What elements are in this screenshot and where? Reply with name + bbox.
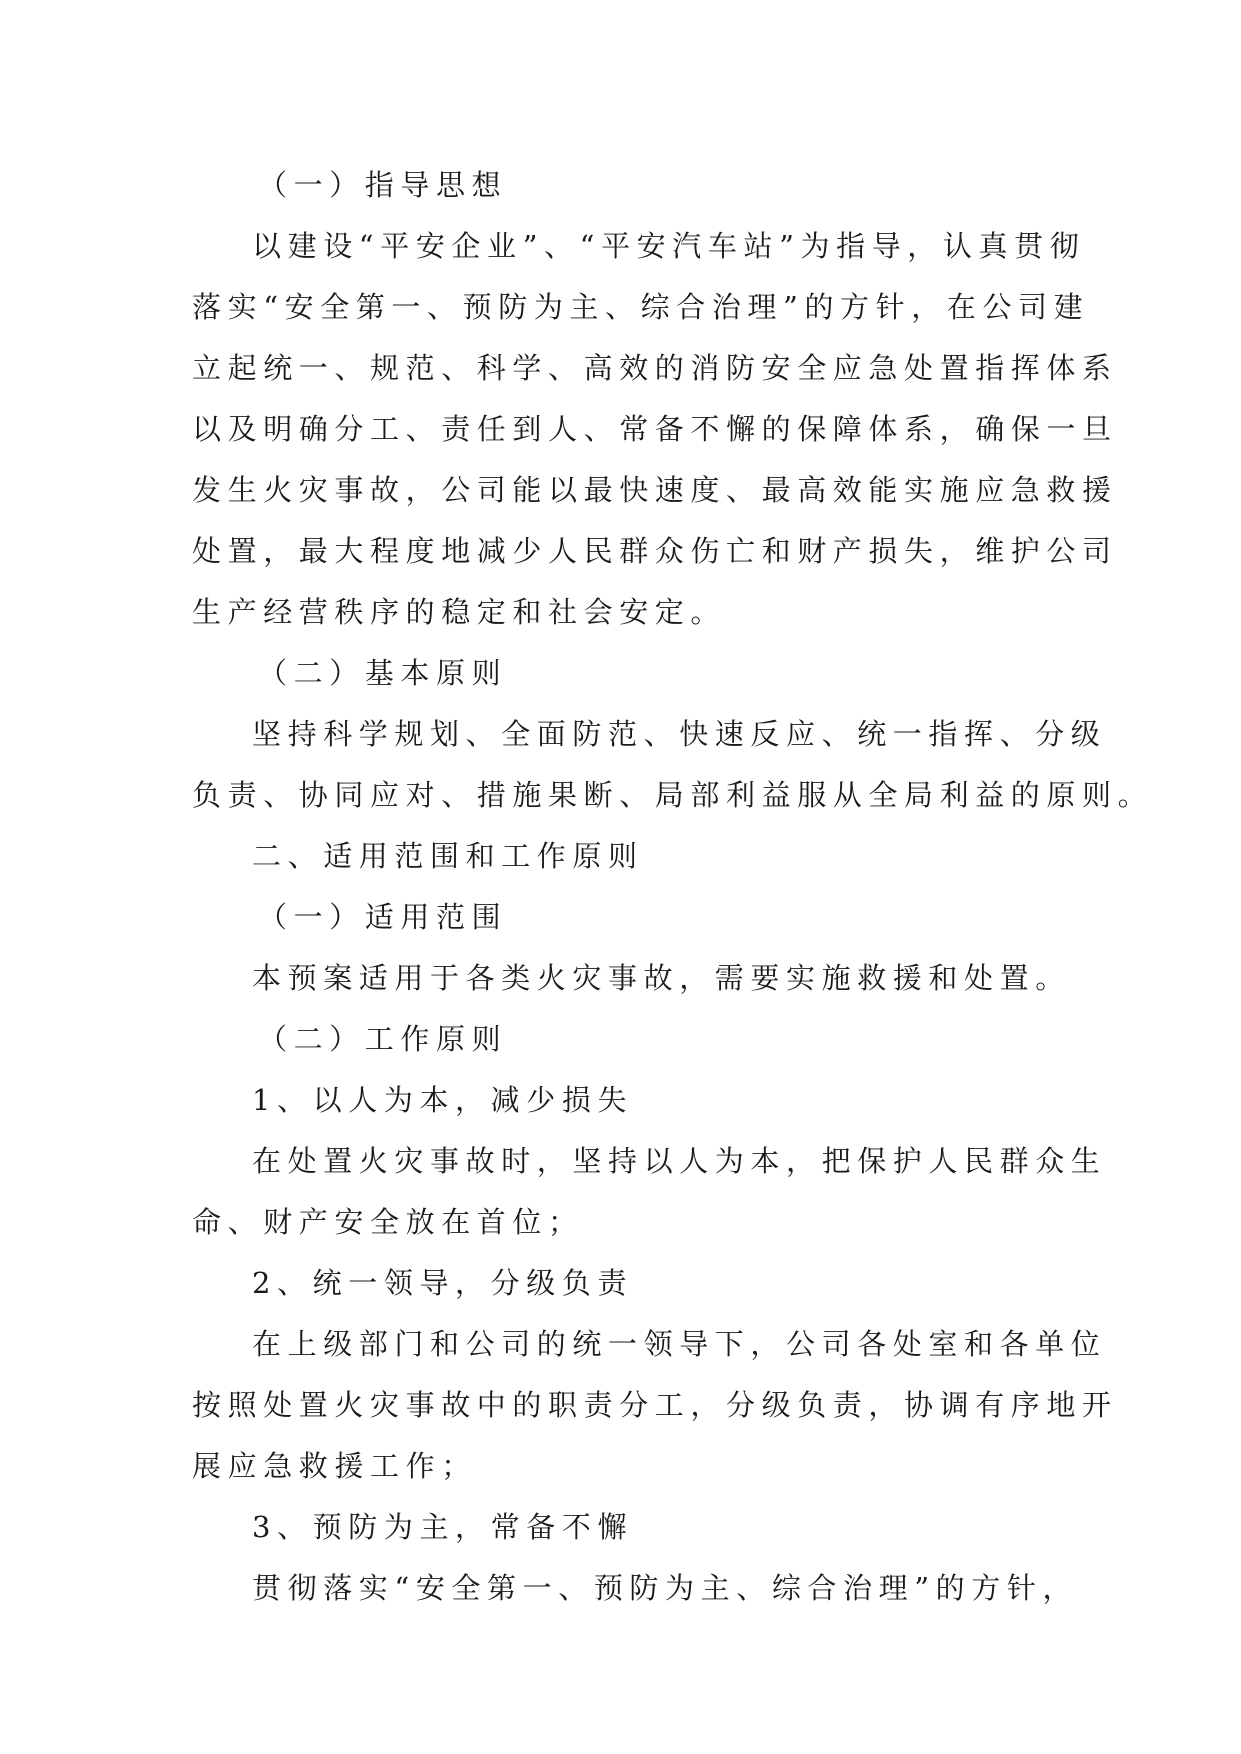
heading-work-principles: （二）工作原则 bbox=[258, 1022, 508, 1056]
list-item-heading: 3、预防为主，常备不懈 bbox=[252, 1510, 634, 1544]
heading-basic-principles: （二）基本原则 bbox=[258, 656, 508, 690]
paragraph-line: 落实“安全第一、预防为主、综合治理”的方针，在公司建 bbox=[192, 290, 1090, 324]
paragraph-line: 命、财产安全放在首位； bbox=[192, 1205, 584, 1239]
list-item-heading: 1、以人为本，减少损失 bbox=[252, 1083, 634, 1117]
paragraph-line: 贯彻落实“安全第一、预防为主、综合治理”的方针， bbox=[252, 1571, 1079, 1605]
paragraph-line: 在处置火灾事故时，坚持以人为本，把保护人民群众生 bbox=[252, 1144, 1107, 1178]
paragraph-line: 本预案适用于各类火灾事故，需要实施救援和处置。 bbox=[252, 961, 1071, 995]
paragraph-line: 坚持科学规划、全面防范、快速反应、统一指挥、分级 bbox=[252, 717, 1107, 751]
heading-guiding-ideology: （一）指导思想 bbox=[258, 168, 508, 202]
paragraph-line: 负责、协同应对、措施果断、局部利益服从全局利益的原则。 bbox=[192, 778, 1154, 812]
document-body bbox=[192, 155, 1154, 1619]
paragraph-line: 立起统一、规范、科学、高效的消防安全应急处置指挥体系 bbox=[192, 351, 1118, 385]
paragraph-line: 处置，最大程度地减少人民群众伤亡和财产损失，维护公司 bbox=[192, 534, 1118, 568]
list-item-heading: 2、统一领导，分级负责 bbox=[252, 1266, 634, 1300]
paragraph-line: 按照处置火灾事故中的职责分工，分级负责，协调有序地开 bbox=[192, 1388, 1118, 1422]
paragraph-line: 以及明确分工、责任到人、常备不懈的保障体系，确保一旦 bbox=[192, 412, 1118, 446]
paragraph-line: 在上级部门和公司的统一领导下，公司各处室和各单位 bbox=[252, 1327, 1107, 1361]
paragraph-line: 展应急救援工作； bbox=[192, 1449, 477, 1483]
paragraph-line: 以建设“平安企业”、“平安汽车站”为指导，认真贯彻 bbox=[252, 229, 1086, 263]
paragraph-line: 发生火灾事故，公司能以最快速度、最高效能实施应急救援 bbox=[192, 473, 1118, 507]
heading-scope-and-principles: 二、适用范围和工作原则 bbox=[252, 839, 644, 873]
heading-scope: （一）适用范围 bbox=[258, 900, 508, 934]
paragraph-line: 生产经营秩序的稳定和社会安定。 bbox=[192, 595, 727, 629]
